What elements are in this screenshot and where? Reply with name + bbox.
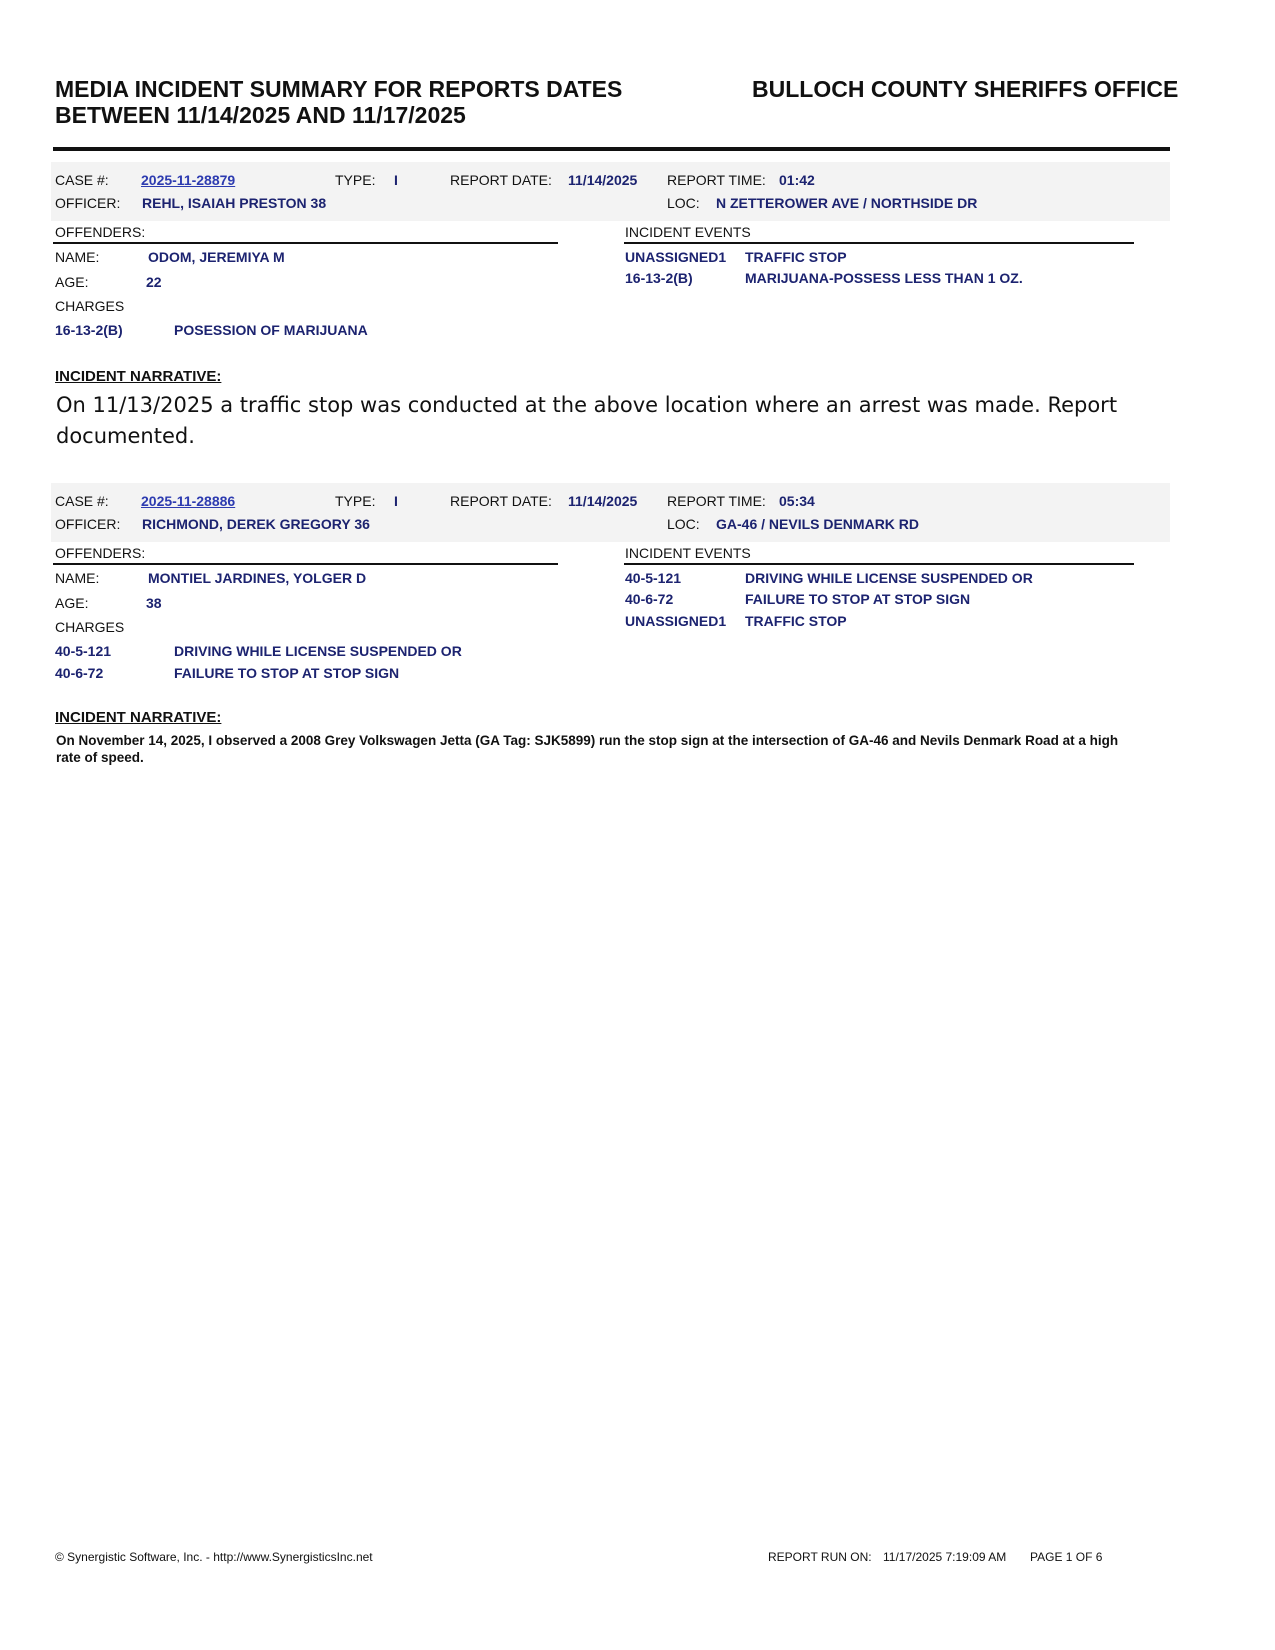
footer-copyright: © Synergistic Software, Inc. - http://www.SynergisticsInc.net xyxy=(55,1550,373,1564)
charge-description: DRIVING WHILE LICENSE SUSPENDED OR xyxy=(174,643,462,659)
charge-code: 16-13-2(B) xyxy=(55,322,123,338)
incident-header-band xyxy=(51,162,1170,221)
charge-code: 40-6-72 xyxy=(55,665,104,681)
report-time-value: 01:42 xyxy=(779,172,815,188)
event-description: TRAFFIC STOP xyxy=(745,613,847,629)
report-date-value: 11/14/2025 xyxy=(568,493,638,509)
incident-events-heading: INCIDENT EVENTS xyxy=(625,545,751,561)
name-label: NAME: xyxy=(55,570,100,586)
report-date-label: REPORT DATE: xyxy=(450,493,552,509)
events-underline xyxy=(624,563,1134,565)
type-value: I xyxy=(394,493,398,509)
report-run-label: REPORT RUN ON: xyxy=(768,1550,872,1564)
type-label: TYPE: xyxy=(335,172,376,188)
case-number-link[interactable]: 2025-11-28886 xyxy=(141,493,236,509)
offenders-underline xyxy=(53,242,558,244)
charges-heading: CHARGES xyxy=(55,619,125,635)
events-underline xyxy=(624,242,1134,244)
case-number-link[interactable]: 2025-11-28879 xyxy=(141,172,236,188)
offender-name: ODOM, JEREMIYA M xyxy=(148,249,285,265)
report-run-value: 11/17/2025 7:19:09 AM xyxy=(883,1550,1007,1564)
age-label: AGE: xyxy=(55,274,89,290)
event-description: FAILURE TO STOP AT STOP SIGN xyxy=(745,591,971,607)
offenders-heading: OFFENDERS: xyxy=(55,545,146,561)
charge-description: POSESSION OF MARIJUANA xyxy=(174,322,368,338)
charges-heading: CHARGES xyxy=(55,298,125,314)
event-code: 40-5-121 xyxy=(625,570,682,586)
age-label: AGE: xyxy=(55,595,89,611)
event-code: 16-13-2(B) xyxy=(625,270,693,286)
report-date-label: REPORT DATE: xyxy=(450,172,552,188)
event-description: TRAFFIC STOP xyxy=(745,249,847,265)
charge-description: FAILURE TO STOP AT STOP SIGN xyxy=(174,665,400,681)
case-label: CASE #: xyxy=(55,493,109,509)
report-title-line1: MEDIA INCIDENT SUMMARY FOR REPORTS DATES xyxy=(55,76,623,102)
location-value: N ZETTEROWER AVE / NORTHSIDE DR xyxy=(716,195,978,211)
officer-value: RICHMOND, DEREK GREGORY 36 xyxy=(142,516,370,532)
narrative-heading: INCIDENT NARRATIVE: xyxy=(55,709,222,726)
case-label: CASE #: xyxy=(55,172,109,188)
incident-events-heading: INCIDENT EVENTS xyxy=(625,224,751,240)
officer-label: OFFICER: xyxy=(55,195,121,211)
location-label: LOC: xyxy=(667,195,700,211)
header-divider xyxy=(53,147,1170,151)
report-time-label: REPORT TIME: xyxy=(667,493,766,509)
type-value: I xyxy=(394,172,398,188)
narrative-text: On November 14, 2025, I observed a 2008 Grey Volkswagen Jetta (GA Tag: SJK5899) run the stop sign at the intersection of GA-46 and Nevils Denmark Road at a high rate of speed. xyxy=(56,733,1119,765)
offenders-heading: OFFENDERS: xyxy=(55,224,146,240)
agency-name: BULLOCH COUNTY SHERIFFS OFFICE xyxy=(752,76,1179,102)
report-date-value: 11/14/2025 xyxy=(568,172,638,188)
officer-label: OFFICER: xyxy=(55,516,121,532)
narrative-text: On 11/13/2025 a traffic stop was conducted at the above location where an arrest was made. Report documented. xyxy=(56,393,1118,448)
narrative-heading: INCIDENT NARRATIVE: xyxy=(55,368,222,385)
officer-value: REHL, ISAIAH PRESTON 38 xyxy=(142,195,327,211)
type-label: TYPE: xyxy=(335,493,376,509)
event-description: DRIVING WHILE LICENSE SUSPENDED OR xyxy=(745,570,1033,586)
location-label: LOC: xyxy=(667,516,700,532)
offender-age: 38 xyxy=(146,595,162,611)
name-label: NAME: xyxy=(55,249,100,265)
event-description: MARIJUANA-POSSESS LESS THAN 1 OZ. xyxy=(745,270,1023,286)
report-title-line2: BETWEEN 11/14/2025 AND 11/17/2025 xyxy=(55,102,466,128)
offender-name: MONTIEL JARDINES, YOLGER D xyxy=(148,570,367,586)
event-code: UNASSIGNED1 xyxy=(625,613,727,629)
page-indicator: PAGE 1 OF 6 xyxy=(1030,1550,1103,1564)
incident-header-band xyxy=(51,483,1170,542)
location-value: GA-46 / NEVILS DENMARK RD xyxy=(716,516,920,532)
report-time-label: REPORT TIME: xyxy=(667,172,766,188)
event-code: UNASSIGNED1 xyxy=(625,249,727,265)
offenders-underline xyxy=(53,563,558,565)
event-code: 40-6-72 xyxy=(625,591,674,607)
report-time-value: 05:34 xyxy=(779,493,815,509)
offender-age: 22 xyxy=(146,274,162,290)
charge-code: 40-5-121 xyxy=(55,643,112,659)
